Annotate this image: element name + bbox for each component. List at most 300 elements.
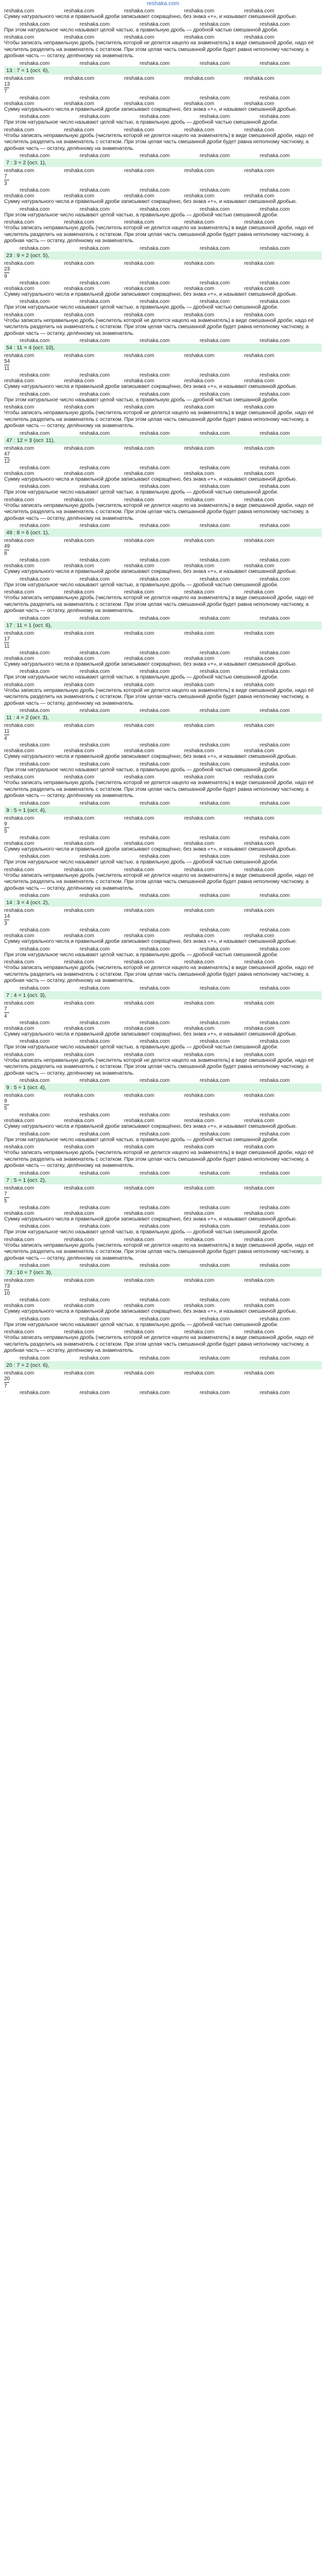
watermark: reshaka.com — [79, 1039, 110, 1044]
watermark: reshaka.com — [259, 893, 290, 899]
watermark: reshaka.com — [124, 8, 155, 14]
watermark: reshaka.com — [139, 465, 170, 471]
watermark: reshaka.com — [64, 1118, 94, 1124]
watermark: reshaka.com — [20, 669, 50, 674]
watermark: reshaka.com — [259, 742, 290, 748]
watermark: reshaka.com — [259, 1078, 290, 1083]
watermark: reshaka.com — [244, 1025, 274, 1031]
watermark: reshaka.com — [20, 1170, 50, 1176]
watermark: reshaka.com — [4, 35, 35, 40]
watermark: reshaka.com — [79, 557, 110, 563]
watermark: reshaka.com — [139, 835, 170, 841]
watermark: reshaka.com — [184, 1185, 215, 1191]
watermark-row — [4, 893, 322, 899]
watermark: reshaka.com — [184, 723, 215, 728]
watermark: reshaka.com — [244, 404, 274, 410]
watermark: reshaka.com — [4, 353, 35, 359]
watermark-row — [4, 431, 322, 436]
watermark: reshaka.com — [200, 1020, 230, 1026]
watermark: reshaka.com — [259, 95, 290, 101]
watermark: reshaka.com — [79, 615, 110, 621]
watermark: reshaka.com — [79, 153, 110, 159]
watermark: reshaka.com — [184, 1118, 215, 1124]
fraction-denominator: 3 — [4, 921, 7, 926]
fraction-denominator: 10 — [4, 1291, 10, 1296]
watermark-row — [4, 1185, 322, 1191]
watermark: reshaka.com — [79, 1224, 110, 1229]
watermark: reshaka.com — [124, 589, 155, 595]
watermark: reshaka.com — [64, 1236, 94, 1243]
watermark: reshaka.com — [124, 840, 155, 846]
paragraph: При этом натуральное число называют целой частью, а правильную дробь — дробной частью смешанной дроби. — [4, 304, 279, 310]
watermark: reshaka.com — [79, 946, 110, 952]
watermark: reshaka.com — [244, 285, 274, 292]
division-expression: 54 : 11 = 4 (ост. 10), — [6, 345, 55, 351]
watermark: reshaka.com — [200, 484, 230, 489]
watermark: reshaka.com — [244, 1185, 274, 1191]
watermark: reshaka.com — [20, 280, 50, 286]
watermark: reshaka.com — [4, 655, 35, 662]
watermark-row — [4, 761, 322, 767]
watermark: reshaka.com — [64, 35, 94, 40]
watermark-row — [4, 127, 322, 133]
fraction — [4, 451, 322, 464]
watermark-row — [4, 207, 322, 212]
watermark: reshaka.com — [200, 985, 230, 991]
fraction — [4, 266, 322, 279]
watermark: reshaka.com — [124, 260, 155, 266]
watermark: reshaka.com — [20, 1039, 50, 1044]
solution-block — [4, 286, 322, 379]
paragraph: Чтобы записать неправильную дробь (числитель которой не делится нацело на знаменатель) в виде смешанной дроби, надо её числитель разделить на знаменатель с остатком. При этом целая часть смешанной дроби будет равна неполному частному, а дробная часть — остатку, делённому на знаменатель. — [4, 965, 314, 984]
division-expression: 20 : 7 = 2 (ост. 6), — [6, 1362, 50, 1368]
paragraph: При этом натуральное число называют целой частью, а правильную дробь — дробной частью смешанной дроби. — [4, 674, 279, 680]
watermark: reshaka.com — [200, 1316, 230, 1322]
watermark-row — [4, 835, 322, 841]
watermark: reshaka.com — [124, 908, 155, 913]
watermark: reshaka.com — [20, 465, 50, 471]
watermark: reshaka.com — [64, 723, 94, 728]
watermark: reshaka.com — [259, 1297, 290, 1303]
watermark: reshaka.com — [4, 127, 35, 133]
fraction-numerator: 7 — [4, 1006, 7, 1012]
watermark: reshaka.com — [79, 1355, 110, 1361]
watermark: reshaka.com — [79, 338, 110, 344]
watermark: reshaka.com — [244, 127, 274, 133]
watermark: reshaka.com — [200, 761, 230, 767]
watermark-row — [4, 22, 322, 27]
watermark: reshaka.com — [124, 1303, 155, 1309]
watermark: reshaka.com — [124, 867, 155, 873]
watermark: reshaka.com — [259, 1170, 290, 1176]
watermark: reshaka.com — [184, 1144, 215, 1150]
watermark: reshaka.com — [244, 75, 274, 81]
example-equation — [4, 899, 322, 907]
fraction — [4, 913, 322, 926]
watermark: reshaka.com — [64, 1303, 94, 1309]
solution-list — [4, 8, 322, 1396]
watermark-row — [4, 378, 322, 384]
paragraph: Чтобы записать неправильную дробь (числитель которой не делится нацело на знаменатель) в виде смешанной дроби, надо её числитель разделить на знаменатель с остатком. При этом целая часть смешанной дроби будет равна неполному частному, а дробная часть — остатку, делённому на знаменатель. — [4, 1335, 314, 1353]
watermark-row — [4, 261, 322, 266]
watermark: reshaka.com — [64, 285, 94, 292]
watermark: reshaka.com — [64, 774, 94, 780]
watermark: reshaka.com — [184, 470, 215, 477]
watermark: reshaka.com — [244, 840, 274, 846]
watermark: reshaka.com — [259, 557, 290, 563]
example-equation — [4, 621, 322, 630]
paragraph: При этом натуральное число называют целой частью, а правильную дробь — дробной частью смешанной дроби. — [4, 582, 279, 588]
watermark-row — [4, 1278, 322, 1283]
watermark: reshaka.com — [200, 523, 230, 529]
watermark-row — [4, 188, 322, 193]
watermark-row — [4, 908, 322, 913]
watermark: reshaka.com — [79, 835, 110, 841]
watermark: reshaka.com — [184, 589, 215, 595]
watermark: reshaka.com — [124, 75, 155, 81]
watermark: reshaka.com — [184, 285, 215, 292]
watermark: reshaka.com — [124, 815, 155, 821]
watermark: reshaka.com — [79, 1297, 110, 1303]
watermark: reshaka.com — [244, 1000, 274, 1006]
watermark-row — [4, 816, 322, 821]
watermark: reshaka.com — [64, 867, 94, 873]
watermark-row — [4, 523, 322, 529]
watermark: reshaka.com — [139, 893, 170, 899]
paragraph: При этом натуральное число называют целой частью, а правильную дробь — дробной частью смешанной дроби. — [4, 1229, 279, 1235]
watermark-row — [4, 1329, 322, 1335]
watermark: reshaka.com — [79, 708, 110, 714]
watermark-row — [4, 1026, 322, 1031]
watermark: reshaka.com — [184, 378, 215, 384]
fraction-denominator: 11 — [4, 366, 10, 371]
watermark-row — [4, 246, 322, 251]
watermark: reshaka.com — [64, 127, 94, 133]
watermark: reshaka.com — [20, 708, 50, 714]
watermark: reshaka.com — [64, 404, 94, 410]
watermark: reshaka.com — [79, 484, 110, 489]
watermark: reshaka.com — [200, 280, 230, 286]
watermark: reshaka.com — [259, 1355, 290, 1361]
fraction-numerator: 7 — [4, 174, 7, 179]
watermark: reshaka.com — [124, 378, 155, 384]
fraction — [4, 1283, 322, 1296]
watermark: reshaka.com — [200, 576, 230, 582]
watermark: reshaka.com — [64, 8, 94, 14]
watermark-row — [4, 631, 322, 636]
fraction — [4, 821, 322, 834]
watermark: reshaka.com — [20, 1355, 50, 1361]
watermark: reshaka.com — [124, 35, 155, 40]
watermark: reshaka.com — [184, 1052, 215, 1058]
watermark: reshaka.com — [200, 372, 230, 378]
watermark: reshaka.com — [4, 1052, 35, 1058]
paragraph: Сумму натурального числа и правильной дроби записывают сокращённо, без знака «+», и называют смешанной дробью. — [4, 846, 297, 852]
paragraph: Чтобы записать неправильную дробь (числитель которой не делится нацело на знаменатель) в виде смешанной дроби, надо её числитель разделить на знаменатель с остатком. При этом целая часть смешанной дроби будет равна неполному частному, а дробная часть — остатку, делённому на знаменатель. — [4, 410, 314, 429]
watermark: reshaka.com — [64, 312, 94, 318]
watermark: reshaka.com — [79, 854, 110, 859]
watermark: reshaka.com — [259, 1205, 290, 1211]
watermark-row — [4, 101, 322, 107]
watermark: reshaka.com — [200, 1205, 230, 1211]
watermark: reshaka.com — [139, 1078, 170, 1083]
watermark: reshaka.com — [124, 193, 155, 199]
watermark-row — [4, 1144, 322, 1150]
division-expression: 23 : 9 = 2 (ост. 5), — [6, 252, 50, 259]
watermark: reshaka.com — [200, 1112, 230, 1118]
watermark-row — [4, 1171, 322, 1176]
watermark: reshaka.com — [4, 815, 35, 821]
watermark: reshaka.com — [244, 682, 274, 688]
fraction-numerator: 13 — [4, 81, 10, 87]
watermark: reshaka.com — [184, 538, 215, 544]
watermark: reshaka.com — [139, 1020, 170, 1026]
watermark: reshaka.com — [139, 761, 170, 767]
watermark: reshaka.com — [200, 1078, 230, 1083]
watermark: reshaka.com — [259, 114, 290, 120]
watermark: reshaka.com — [259, 338, 290, 344]
watermark: reshaka.com — [244, 470, 274, 477]
watermark: reshaka.com — [20, 95, 50, 101]
watermark-row — [4, 748, 322, 754]
fraction-numerator: 49 — [4, 544, 10, 549]
watermark-row — [4, 1039, 322, 1044]
watermark: reshaka.com — [184, 748, 215, 754]
fraction — [4, 636, 322, 649]
watermark: reshaka.com — [244, 168, 274, 174]
watermark-row — [4, 484, 322, 489]
watermark: reshaka.com — [244, 35, 274, 40]
fraction-denominator: 8 — [4, 551, 7, 556]
watermark: reshaka.com — [4, 1144, 35, 1150]
watermark: reshaka.com — [139, 1131, 170, 1137]
paragraph: Сумму натурального числа и правильной дроби записывают сокращённо, без знака «+», и называют смешанной дробью. — [4, 476, 297, 482]
watermark: reshaka.com — [200, 188, 230, 193]
watermark: reshaka.com — [124, 219, 155, 225]
watermark: reshaka.com — [184, 260, 215, 266]
watermark: reshaka.com — [64, 630, 94, 636]
watermark: reshaka.com — [4, 1303, 35, 1309]
watermark: reshaka.com — [124, 682, 155, 688]
watermark: reshaka.com — [200, 1263, 230, 1268]
watermark: reshaka.com — [259, 985, 290, 991]
watermark: reshaka.com — [244, 959, 274, 965]
watermark: reshaka.com — [79, 245, 110, 251]
paragraph: Чтобы записать неправильную дробь (числитель которой не делится нацело на знаменатель) в виде смешанной дроби, надо её числитель разделить на знаменатель с остатком. При этом целая часть смешанной дроби будет равна неполному частному, а дробная часть — остатку, делённому на знаменатель. — [4, 1057, 314, 1076]
paragraph: Сумму натурального числа и правильной дроби записывают сокращённо, без знака «+», и называют смешанной дробью. — [4, 14, 297, 20]
watermark: reshaka.com — [64, 655, 94, 662]
watermark: reshaka.com — [64, 497, 94, 503]
watermark: reshaka.com — [124, 655, 155, 662]
watermark: reshaka.com — [184, 682, 215, 688]
watermark: reshaka.com — [20, 761, 50, 767]
watermark: reshaka.com — [79, 391, 110, 397]
watermark-row — [4, 563, 322, 569]
watermark: reshaka.com — [79, 1170, 110, 1176]
division-expression: 11 : 4 = 2 (ост. 3), — [6, 715, 49, 721]
watermark: reshaka.com — [244, 312, 274, 318]
paragraph: Чтобы записать неправильную дробь (числитель которой не делится нацело на знаменатель) в виде смешанной дроби, надо её числитель разделить на знаменатель с остатком. При этом целая часть смешанной дроби будет равна неполному частному, а дробная часть — остатку, делённому на знаменатель. — [4, 132, 314, 151]
watermark: reshaka.com — [139, 1355, 170, 1361]
watermark: reshaka.com — [259, 484, 290, 489]
watermark: reshaka.com — [259, 153, 290, 159]
watermark: reshaka.com — [79, 188, 110, 193]
paragraph: Сумму натурального числа и правильной дроби записывают сокращённо, без знака «+», и называют смешанной дробью. — [4, 661, 297, 667]
division-expression: 7 : 3 = 2 (ост. 1), — [6, 160, 46, 166]
paragraph: При этом натуральное число называют целой частью, а правильную дробь — дробной частью смешанной дроби. — [4, 397, 279, 403]
watermark: reshaka.com — [259, 615, 290, 621]
watermark: reshaka.com — [200, 1355, 230, 1361]
watermark: reshaka.com — [184, 1370, 215, 1376]
watermark: reshaka.com — [20, 484, 50, 489]
example-equation — [4, 1176, 322, 1184]
watermark: reshaka.com — [79, 114, 110, 120]
watermark: reshaka.com — [20, 576, 50, 582]
watermark: reshaka.com — [4, 563, 35, 569]
watermark: reshaka.com — [79, 1078, 110, 1083]
watermark: reshaka.com — [4, 1329, 35, 1335]
watermark: reshaka.com — [4, 497, 35, 503]
watermark: reshaka.com — [244, 538, 274, 544]
fraction-numerator: 11 — [4, 728, 10, 734]
site-header[interactable]: reshaka.com — [146, 1, 180, 7]
watermark: reshaka.com — [20, 21, 50, 27]
watermark: reshaka.com — [124, 100, 155, 107]
watermark-row — [4, 153, 322, 159]
watermark: reshaka.com — [20, 557, 50, 563]
watermark: reshaka.com — [20, 153, 50, 159]
watermark: reshaka.com — [184, 1236, 215, 1243]
watermark: reshaka.com — [184, 193, 215, 199]
fraction — [4, 359, 322, 371]
watermark: reshaka.com — [139, 708, 170, 714]
watermark: reshaka.com — [200, 114, 230, 120]
watermark: reshaka.com — [79, 465, 110, 471]
example-equation — [4, 1361, 322, 1369]
fraction — [4, 81, 322, 94]
fraction-numerator: 17 — [4, 636, 10, 642]
watermark: reshaka.com — [244, 1144, 274, 1150]
watermark-row — [4, 465, 322, 471]
fraction-bar — [4, 1012, 9, 1013]
watermark: reshaka.com — [124, 630, 155, 636]
watermark-row — [4, 742, 322, 748]
watermark: reshaka.com — [244, 655, 274, 662]
solution-block — [4, 1118, 322, 1211]
watermark: reshaka.com — [184, 1278, 215, 1283]
watermark: reshaka.com — [259, 669, 290, 674]
watermark: reshaka.com — [79, 576, 110, 582]
watermark: reshaka.com — [124, 353, 155, 359]
watermark: reshaka.com — [244, 8, 274, 14]
watermark: reshaka.com — [124, 1052, 155, 1058]
watermark: reshaka.com — [79, 761, 110, 767]
watermark-row — [4, 35, 322, 40]
paragraph: При этом натуральное число называют целой частью, а правильную дробь — дробной частью смешанной дроби. — [4, 1137, 279, 1143]
watermark: reshaka.com — [79, 60, 110, 66]
watermark: reshaka.com — [64, 1185, 94, 1191]
watermark-row — [4, 669, 322, 674]
paragraph: Чтобы записать неправильную дробь (числитель которой не делится нацело на знаменатель) в виде смешанной дроби, надо её числитель разделить на знаменатель с остатком. При этом целая часть смешанной дроби будет равна неполному частному, а дробная часть — остатку, делённому на знаменатель. — [4, 780, 314, 799]
watermark: reshaka.com — [139, 742, 170, 748]
fraction-denominator: 5 — [4, 1198, 7, 1204]
watermark: reshaka.com — [64, 1144, 94, 1150]
fraction-bar — [4, 1197, 9, 1198]
watermark: reshaka.com — [184, 630, 215, 636]
fraction — [4, 544, 322, 556]
watermark: reshaka.com — [259, 927, 290, 933]
paragraph: Сумму натурального числа и правильной дроби записывают сокращённо, без знака «+», и называют смешанной дробью. — [4, 1124, 297, 1129]
fraction-bar — [4, 457, 9, 458]
watermark: reshaka.com — [4, 193, 35, 199]
watermark-row — [4, 95, 322, 101]
watermark: reshaka.com — [4, 959, 35, 965]
watermark: reshaka.com — [4, 1118, 35, 1124]
watermark: reshaka.com — [139, 1316, 170, 1322]
solution-block — [4, 656, 322, 749]
watermark-row — [4, 774, 322, 780]
watermark: reshaka.com — [64, 378, 94, 384]
watermark: reshaka.com — [124, 1185, 155, 1191]
watermark: reshaka.com — [20, 1316, 50, 1322]
fraction — [4, 1376, 322, 1389]
watermark: reshaka.com — [200, 946, 230, 952]
watermark-row — [4, 404, 322, 410]
watermark: reshaka.com — [259, 1112, 290, 1118]
watermark: reshaka.com — [184, 75, 215, 81]
watermark: reshaka.com — [4, 100, 35, 107]
watermark-row — [4, 1093, 322, 1098]
watermark-row — [4, 392, 322, 397]
watermark-row — [4, 1118, 322, 1124]
watermark: reshaka.com — [244, 1052, 274, 1058]
watermark: reshaka.com — [184, 815, 215, 821]
watermark: reshaka.com — [124, 285, 155, 292]
watermark: reshaka.com — [124, 1000, 155, 1006]
fraction-numerator: 54 — [4, 359, 10, 364]
watermark: reshaka.com — [4, 723, 35, 728]
example-equation — [4, 1083, 322, 1092]
watermark-row — [4, 299, 322, 304]
watermark: reshaka.com — [259, 708, 290, 714]
fraction — [4, 728, 322, 741]
watermark: reshaka.com — [79, 280, 110, 286]
example-equation — [4, 436, 322, 445]
watermark: reshaka.com — [244, 630, 274, 636]
watermark: reshaka.com — [4, 1000, 35, 1006]
watermark: reshaka.com — [4, 1185, 35, 1191]
watermark: reshaka.com — [4, 682, 35, 688]
watermark: reshaka.com — [200, 742, 230, 748]
watermark: reshaka.com — [200, 1131, 230, 1137]
paragraph: При этом натуральное число называют целой частью, а правильную дробь — дробной частью смешанной дроби. — [4, 1044, 279, 1050]
watermark-row — [4, 8, 322, 14]
watermark-row — [4, 1112, 322, 1118]
watermark: reshaka.com — [139, 1297, 170, 1303]
paragraph: Сумму натурального числа и правильной дроби записывают сокращённо, без знака «+», и называют смешанной дробью. — [4, 754, 297, 759]
paragraph: Сумму натурального числа и правильной дроби записывают сокращённо, без знака «+», и называют смешанной дробью. — [4, 291, 297, 297]
watermark-row — [4, 372, 322, 378]
watermark: reshaka.com — [200, 391, 230, 397]
watermark: reshaka.com — [64, 260, 94, 266]
fraction-bar — [4, 1382, 9, 1383]
paragraph: Сумму натурального числа и правильной дроби записывают сокращённо, без знака «+», и называют смешанной дробью. — [4, 1309, 297, 1314]
watermark: reshaka.com — [200, 465, 230, 471]
watermark: reshaka.com — [79, 650, 110, 656]
watermark: reshaka.com — [64, 1329, 94, 1335]
division-expression: 9 : 5 = 1 (ост. 4), — [6, 807, 46, 814]
watermark-row — [4, 1078, 322, 1083]
